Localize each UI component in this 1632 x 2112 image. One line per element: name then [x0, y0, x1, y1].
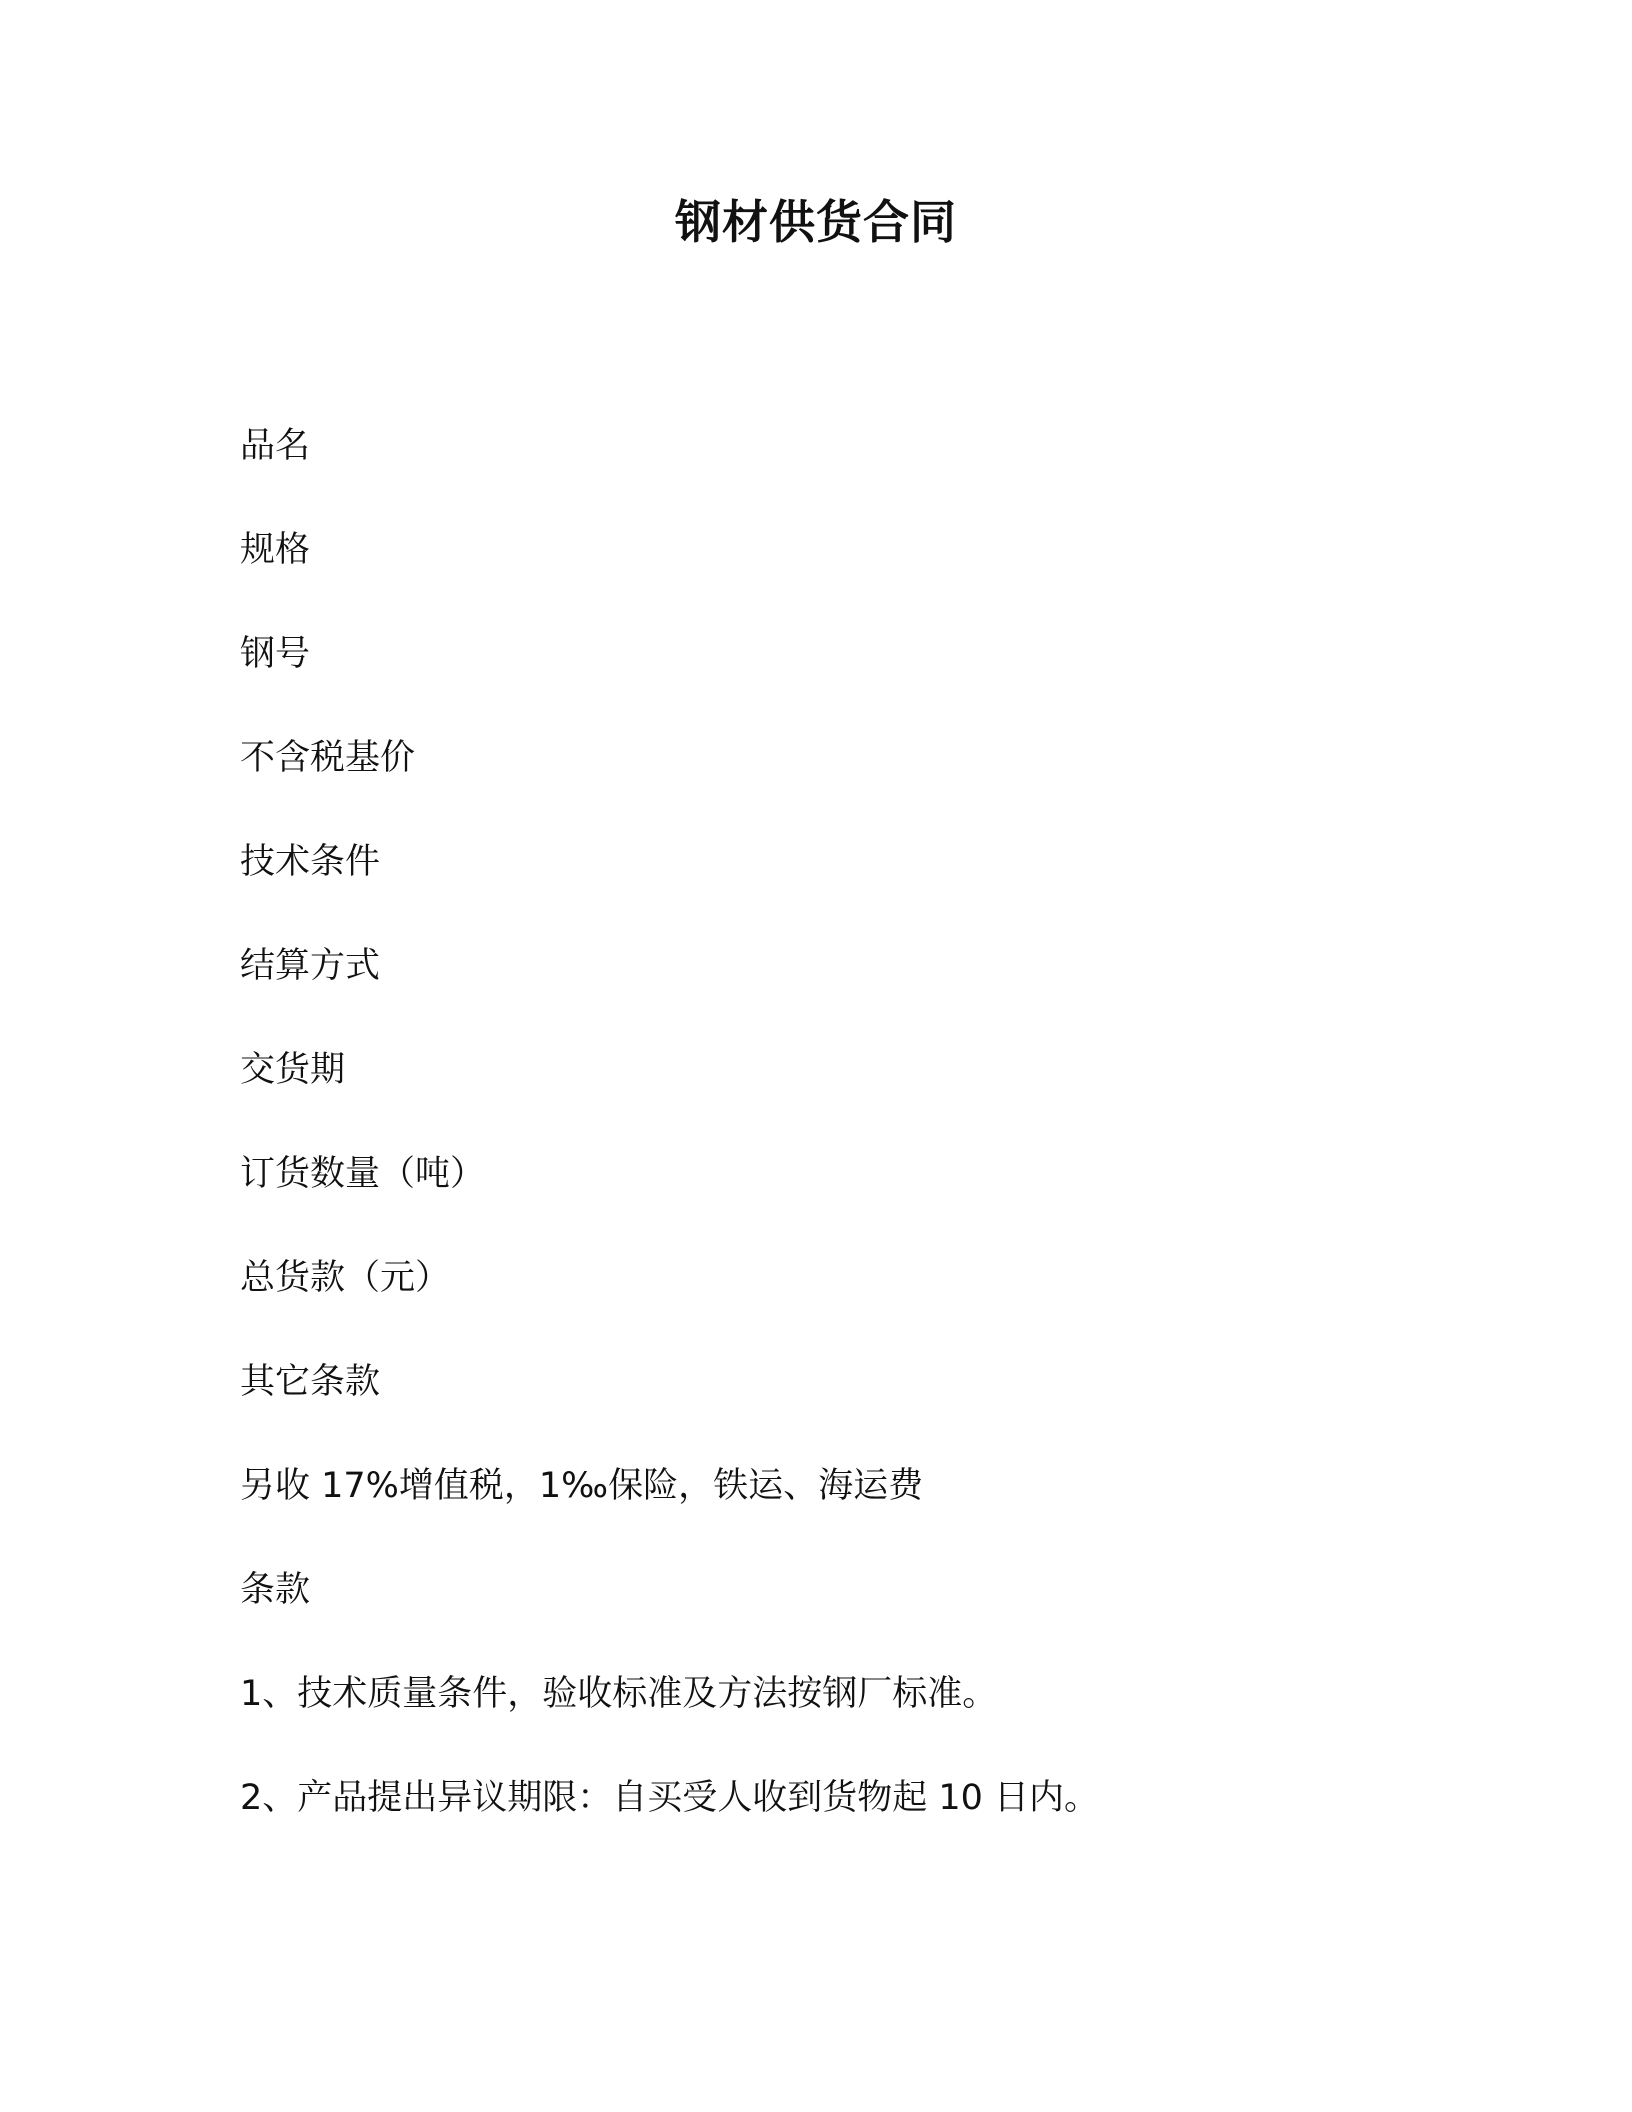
- field-base-price-excl-tax: 不含税基价: [240, 738, 416, 778]
- document-title: 钢材供货合同: [675, 195, 957, 249]
- field-settlement-method: 结算方式: [240, 946, 381, 986]
- clause-2: 2、产品提出异议期限：自买受人收到货物起 10 日内。: [240, 1778, 1100, 1818]
- field-specification: 规格: [240, 530, 311, 570]
- document-body: [240, 420, 1440, 1876]
- field-order-quantity: 订货数量（吨）: [240, 1154, 486, 1194]
- surcharge-note: 另收 17%增值税，1‰保险，铁运、海运费: [240, 1466, 924, 1506]
- field-technical-conditions: 技术条件: [240, 842, 381, 882]
- field-steel-grade: 钢号: [240, 634, 311, 674]
- clauses-heading: 条款: [240, 1570, 311, 1610]
- clause-1: 1、技术质量条件，验收标准及方法按钢厂标准。: [240, 1674, 998, 1714]
- field-total-payment: 总货款（元）: [240, 1258, 451, 1298]
- field-other-terms: 其它条款: [240, 1362, 381, 1402]
- field-delivery-date: 交货期: [240, 1050, 346, 1090]
- field-product-name: 品名: [240, 426, 311, 466]
